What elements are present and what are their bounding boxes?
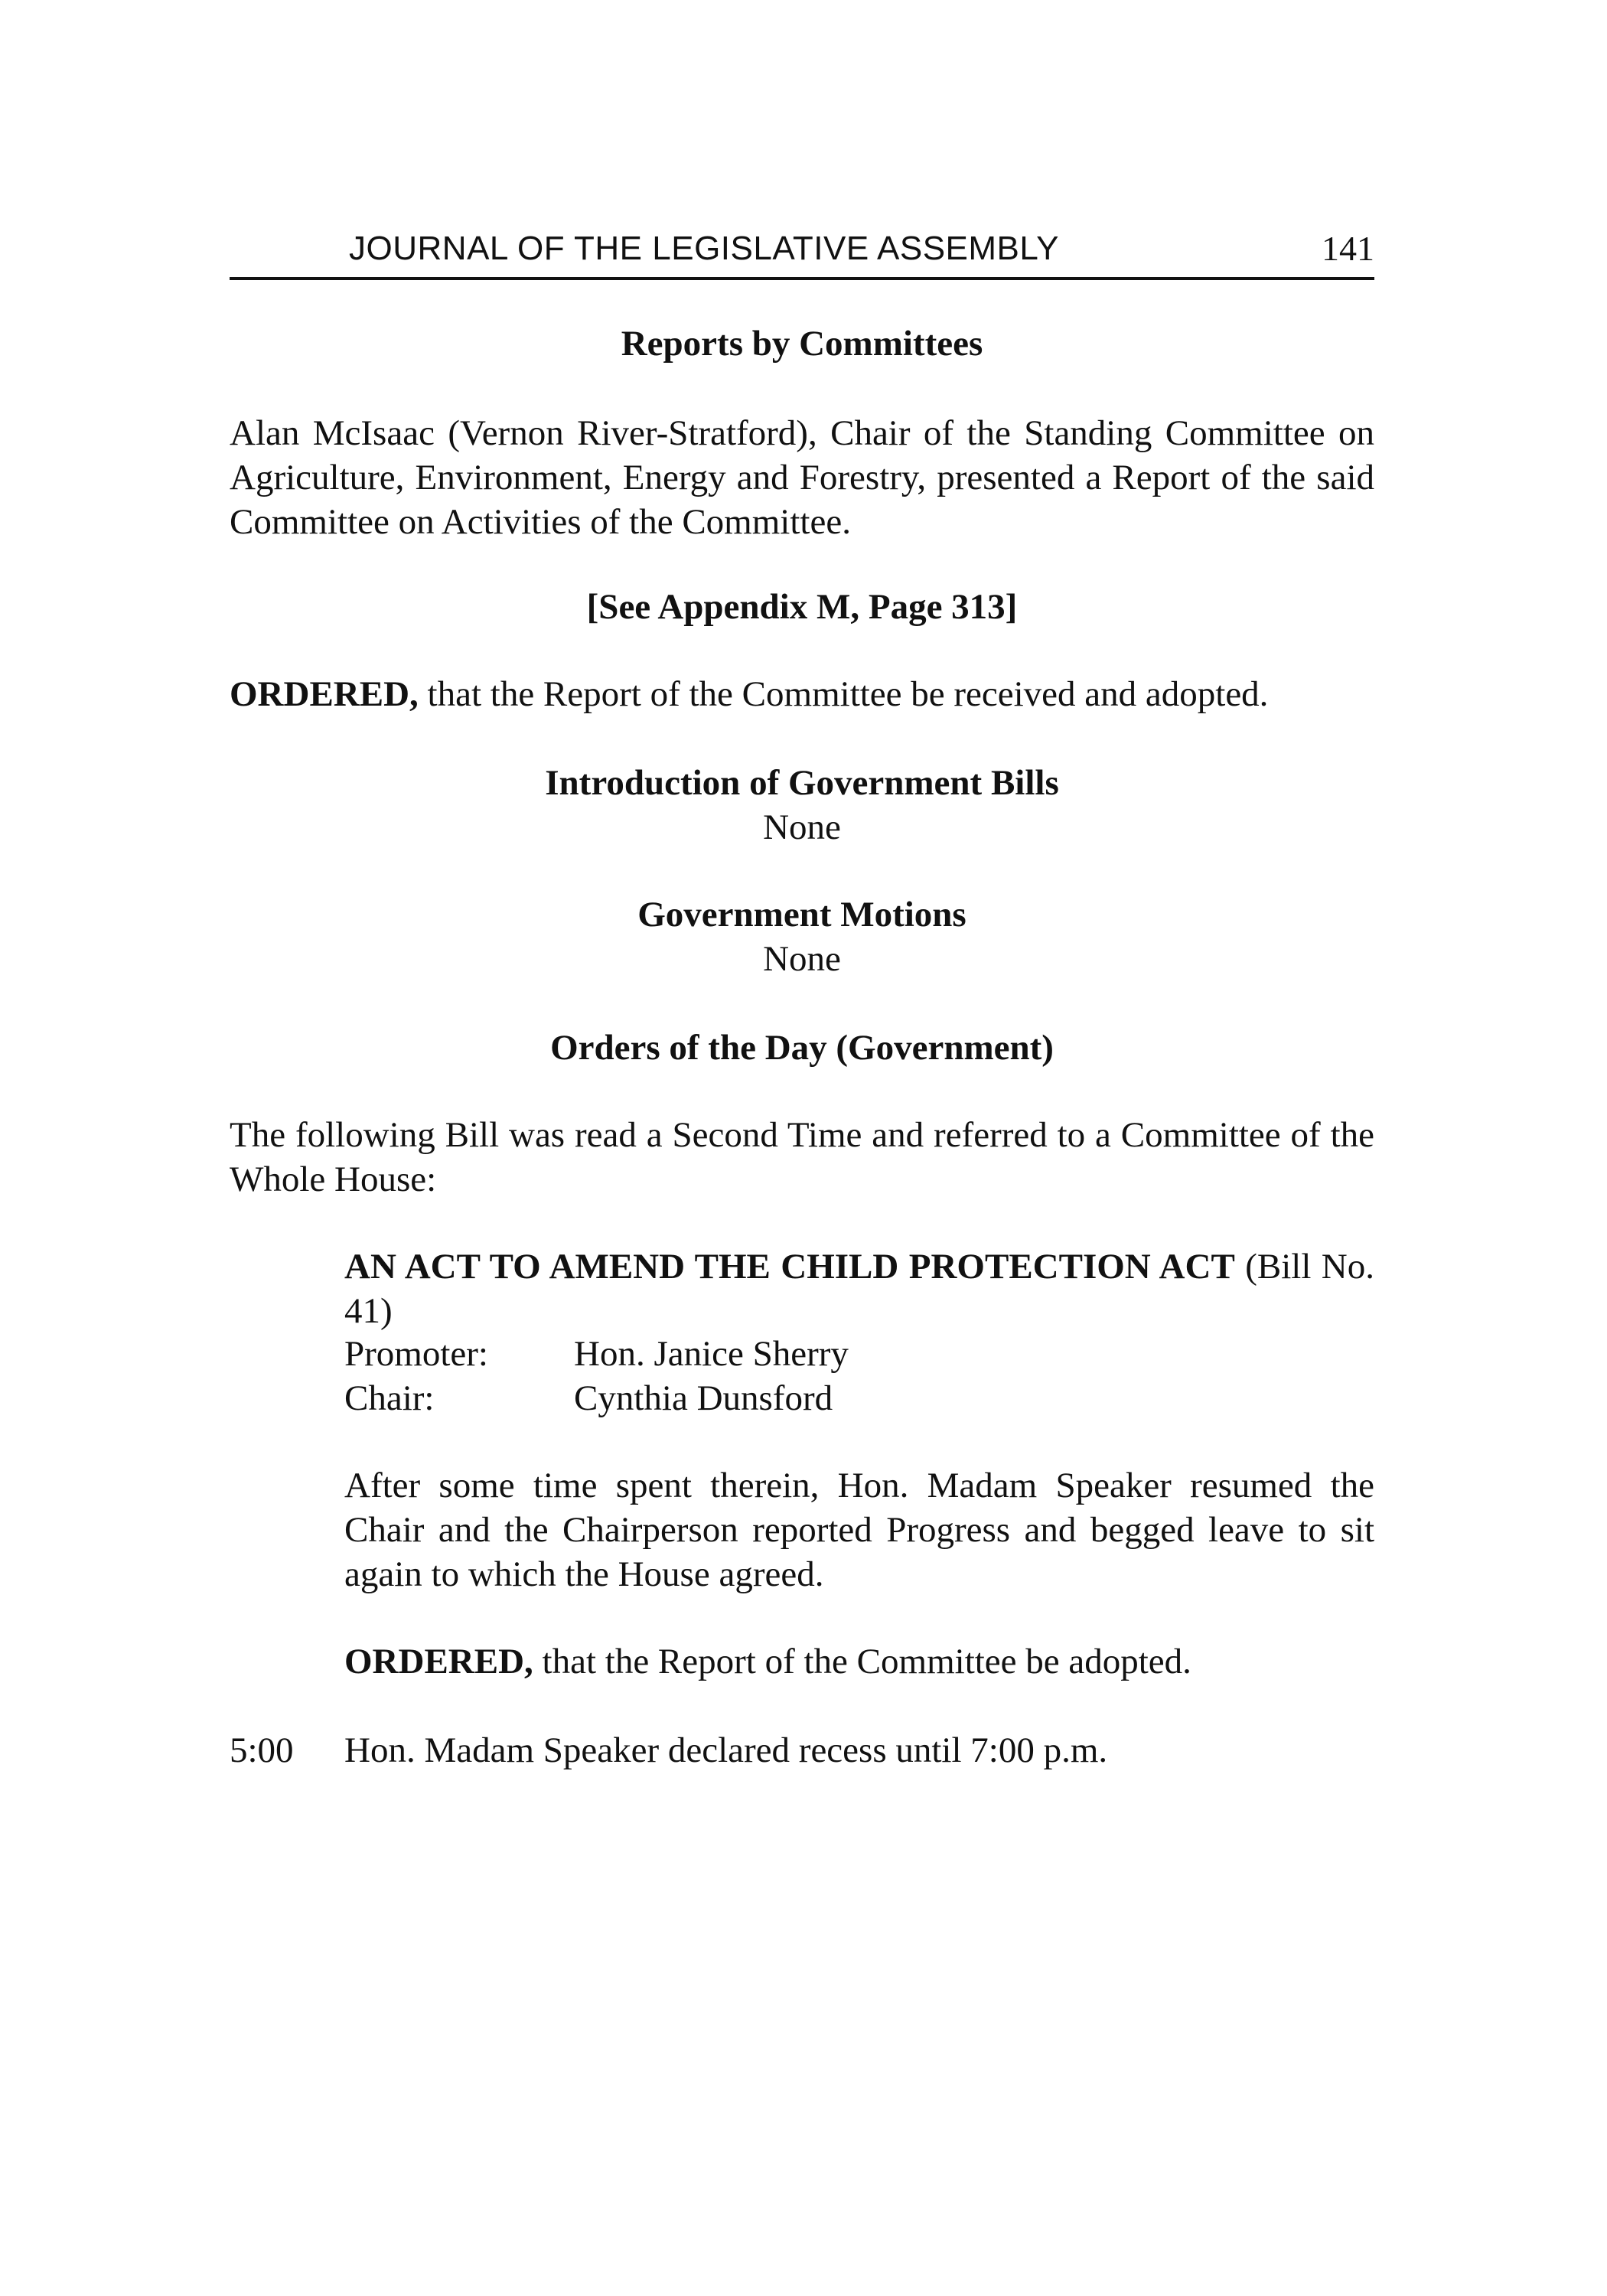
page-header xyxy=(230,227,1374,280)
ordered-text: that the Report of the Committee be received and adopted. xyxy=(418,674,1269,714)
second-reading-paragraph: The following Bill was read a Second Time and referred to a Committee of the Whole House: xyxy=(230,1115,1374,1199)
introduction-of-government-bills-value: None xyxy=(763,807,841,847)
ordered-label: ORDERED, xyxy=(230,674,419,714)
government-motions-value: None xyxy=(763,939,841,979)
orders-of-the-day-heading: Orders of the Day (Government) xyxy=(550,1028,1054,1068)
chair-label: Chair: xyxy=(344,1378,435,1418)
bill-title: AN ACT TO AMEND THE CHILD PROTECTION ACT xyxy=(344,1247,1235,1287)
journal-page xyxy=(230,0,1374,2296)
ordered-label-2: ORDERED, xyxy=(344,1642,533,1681)
ordered-received-adopted xyxy=(230,672,1374,716)
promoter-value: Hon. Janice Sherry xyxy=(574,1334,849,1374)
chair-value: Cynthia Dunsford xyxy=(574,1378,833,1418)
recess-text: Hon. Madam Speaker declared recess until 7:00 p.m. xyxy=(344,1730,1108,1770)
bill-title-line xyxy=(344,1244,1374,1333)
recess-time: 5:00 xyxy=(230,1730,294,1770)
ordered-adopted xyxy=(344,1639,1374,1684)
promoter-label: Promoter: xyxy=(344,1334,488,1374)
government-motions-heading: Government Motions xyxy=(637,895,966,934)
introduction-of-government-bills-heading: Introduction of Government Bills xyxy=(545,763,1059,803)
page-number: 141 xyxy=(1322,229,1374,268)
ordered-text-2: that the Report of the Committee be adopted. xyxy=(533,1642,1191,1681)
committee-report-paragraph: Alan McIsaac (Vernon River-Stratford), Chair of the Standing Committee on Agriculture, Environment, Energy and Forestry, presented a Report of the said Committee on Activities of the Committee. xyxy=(230,413,1374,542)
progress-paragraph: After some time spent therein, Hon. Madam Speaker resumed the Chair and the Chairperson reported Progress and begged leave to sit again to which the House agreed. xyxy=(344,1466,1374,1594)
running-title: JOURNAL OF THE LEGISLATIVE ASSEMBLY xyxy=(349,230,1059,267)
appendix-reference: [See Appendix M, Page 313] xyxy=(586,587,1018,627)
reports-by-committees-heading: Reports by Committees xyxy=(621,324,983,364)
bill-number: (Bill No. 41) xyxy=(344,1247,1374,1331)
